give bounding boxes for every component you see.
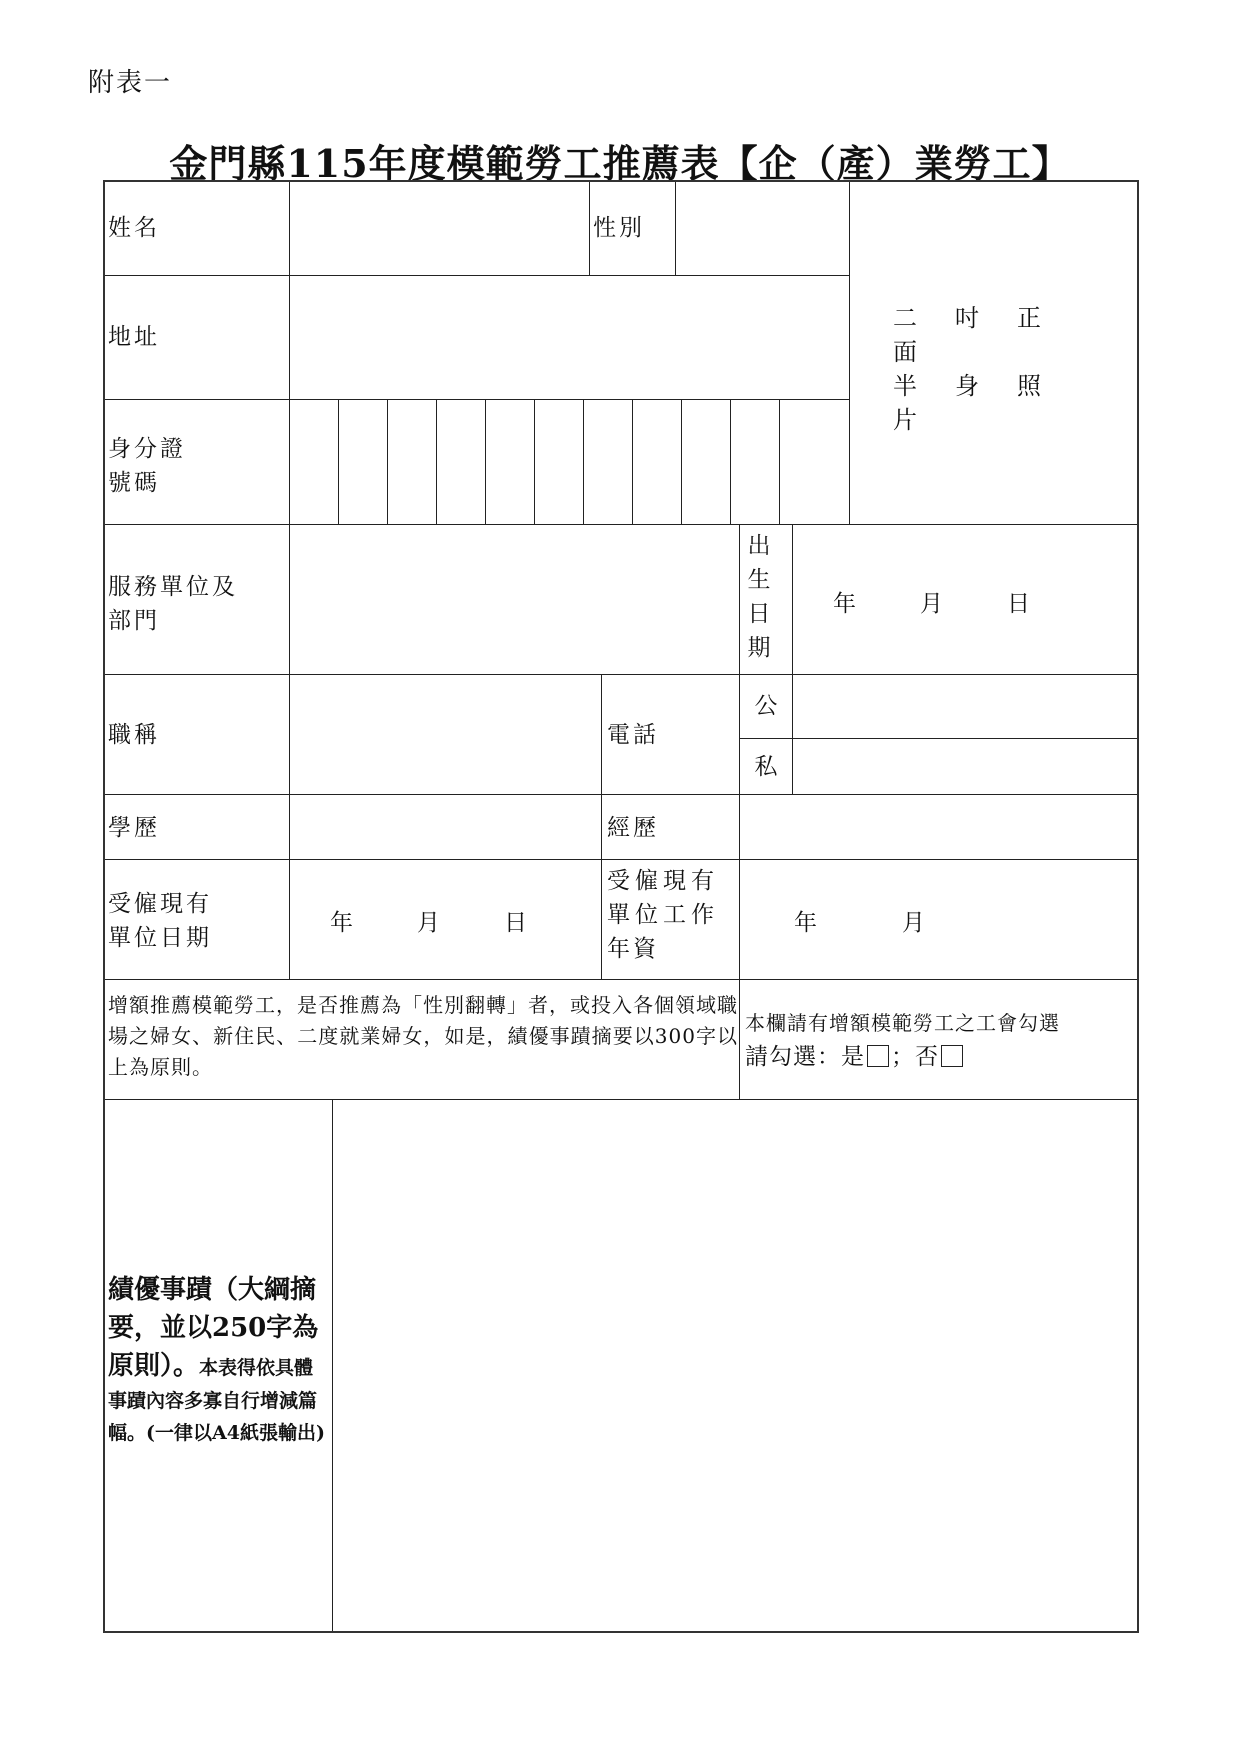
seniority-label-line1: 受僱現有 bbox=[607, 868, 719, 894]
id-digit-1[interactable] bbox=[289, 399, 339, 525]
experience-label: 經歷 bbox=[607, 815, 659, 841]
seniority-label-line3: 年資 bbox=[607, 936, 659, 962]
id-digit-10[interactable] bbox=[730, 399, 780, 525]
additional-question-cell bbox=[103, 979, 740, 1100]
phone-label-cell bbox=[601, 674, 740, 795]
address-label-cell bbox=[103, 275, 290, 400]
id-digit-8[interactable] bbox=[632, 399, 682, 525]
separator: ； bbox=[891, 1044, 915, 1070]
employer-label-cell bbox=[103, 524, 290, 675]
birth-date-label-char: 期 bbox=[747, 635, 771, 661]
gender-input[interactable] bbox=[675, 180, 850, 276]
additional-question-text: 增額推薦模範勞工，是否推薦為「性別翻轉」者，或投入各個領域職場之婦女、新住民、二度就業婦女，如是，績優事蹟摘要以300字以上為原則。 bbox=[108, 993, 738, 1079]
id-label-cell bbox=[103, 399, 290, 525]
id-digit-4[interactable] bbox=[436, 399, 486, 525]
seniority-value[interactable]: 年 月 bbox=[794, 910, 929, 936]
no-label: 否 bbox=[915, 1044, 939, 1070]
id-digit-7[interactable] bbox=[583, 399, 633, 525]
seniority-input[interactable] bbox=[739, 859, 1138, 980]
birth-date-label-char: 生 bbox=[747, 567, 771, 593]
employment-date-label-cell bbox=[103, 859, 290, 980]
employment-date-value[interactable]: 年 月 日 bbox=[330, 910, 533, 936]
achievements-label bbox=[108, 1271, 330, 1449]
form-title: 金門縣115年度模範勞工推薦表【企（產）業勞工】 bbox=[169, 141, 1071, 186]
job-title-label: 職稱 bbox=[108, 722, 160, 748]
id-digit-9[interactable] bbox=[681, 399, 731, 525]
phone-home-label: 私 bbox=[754, 754, 778, 780]
birth-date-input[interactable] bbox=[792, 524, 1138, 675]
employer-label-line2: 部門 bbox=[108, 608, 160, 634]
education-input[interactable] bbox=[289, 794, 602, 860]
employer-label-line1: 服務單位及 bbox=[108, 574, 238, 600]
gender-label-cell bbox=[589, 180, 676, 276]
employment-date-input[interactable] bbox=[289, 859, 602, 980]
phone-home-input[interactable] bbox=[792, 738, 1138, 795]
photo-box[interactable] bbox=[849, 180, 1138, 525]
experience-input[interactable] bbox=[739, 794, 1138, 860]
job-title-input[interactable] bbox=[289, 674, 602, 795]
phone-office-input[interactable] bbox=[792, 674, 1138, 739]
yes-label: 是 bbox=[841, 1044, 865, 1070]
seniority-label-line2: 單位工作 bbox=[607, 902, 719, 928]
union-note: 本欄請有增額模範勞工之工會勾選 bbox=[745, 1011, 1060, 1035]
union-check-row bbox=[745, 1040, 965, 1074]
appendix-label: 附表一 bbox=[88, 68, 173, 98]
phone-label: 電話 bbox=[607, 722, 659, 748]
experience-label-cell bbox=[601, 794, 740, 860]
address-label: 地址 bbox=[108, 324, 160, 350]
check-prompt: 請勾選： bbox=[745, 1044, 841, 1070]
birth-date-label-char: 日 bbox=[747, 601, 771, 627]
education-label: 學歷 bbox=[108, 815, 160, 841]
photo-instruction-line1: 二吋正面 bbox=[893, 304, 1079, 366]
birth-date-value[interactable]: 年 月 日 bbox=[833, 591, 1036, 617]
yes-checkbox[interactable] bbox=[867, 1045, 889, 1067]
id-digit-3[interactable] bbox=[387, 399, 437, 525]
job-title-label-cell bbox=[103, 674, 290, 795]
union-check-cell bbox=[739, 979, 1138, 1100]
seniority-label-cell bbox=[601, 859, 740, 980]
id-digit-2[interactable] bbox=[338, 399, 388, 525]
gender-label: 性別 bbox=[593, 215, 645, 241]
achievements-label-note: 本表得依具體事蹟內容多寡自行增減篇幅。(一律以A4紙張輸出) bbox=[108, 1357, 325, 1444]
name-label: 姓名 bbox=[108, 215, 160, 241]
employment-date-label-line2: 單位日期 bbox=[108, 925, 212, 951]
achievements-input[interactable] bbox=[332, 1099, 1138, 1632]
no-checkbox[interactable] bbox=[941, 1045, 963, 1067]
id-digit-6[interactable] bbox=[534, 399, 584, 525]
employment-date-label-line1: 受僱現有 bbox=[108, 891, 212, 917]
phone-office-label: 公 bbox=[754, 693, 778, 719]
id-digit-5[interactable] bbox=[485, 399, 535, 525]
name-label-cell bbox=[103, 180, 290, 276]
education-label-cell bbox=[103, 794, 290, 860]
birth-date-label-cell bbox=[739, 524, 793, 675]
achievements-label-bold: 績優事蹟（大綱摘要，並以250字為原則）。 bbox=[108, 1275, 319, 1381]
id-spacer bbox=[779, 399, 850, 525]
name-input[interactable] bbox=[289, 180, 590, 276]
id-label-line2: 號碼 bbox=[108, 470, 160, 496]
achievements-label-cell bbox=[103, 1099, 333, 1632]
photo-instruction-line2: 半身照片 bbox=[893, 372, 1079, 434]
id-label-line1: 身分證 bbox=[108, 436, 186, 462]
address-input[interactable] bbox=[289, 275, 850, 400]
phone-home-label-cell bbox=[739, 738, 793, 795]
employer-input[interactable] bbox=[289, 524, 740, 675]
birth-date-label-char: 出 bbox=[747, 533, 771, 559]
phone-office-label-cell bbox=[739, 674, 793, 739]
